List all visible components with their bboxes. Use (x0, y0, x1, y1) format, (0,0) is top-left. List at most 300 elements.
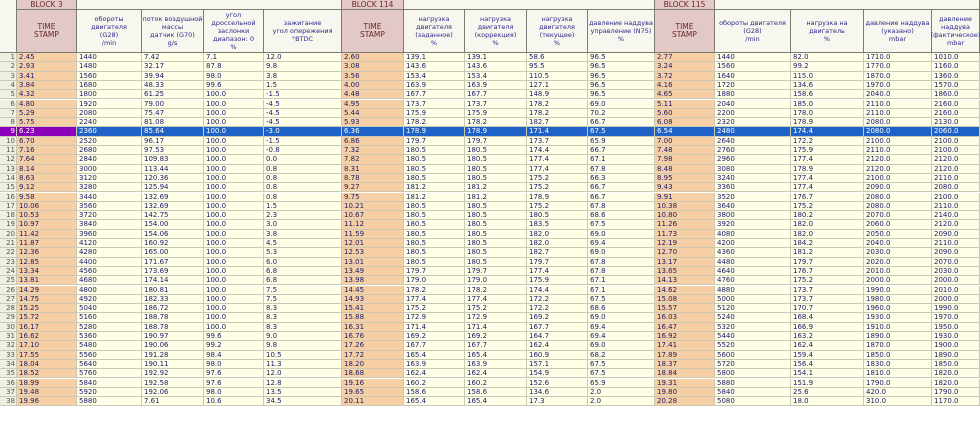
row-number[interactable]: 21 (0, 239, 17, 248)
timestamp-cell[interactable]: 13.81 (17, 276, 77, 285)
table-cell[interactable]: 134.6 (791, 81, 864, 90)
table-cell[interactable]: 175.2 (791, 202, 864, 211)
table-cell[interactable]: 3920 (715, 220, 791, 229)
table-cell[interactable]: 1720 (715, 81, 791, 90)
row-number[interactable]: 24 (0, 267, 17, 276)
column-header[interactable]: угол дроссельной заслонки диапазон: 0 % (204, 10, 264, 53)
table-cell[interactable]: 4880 (715, 286, 791, 295)
table-cell[interactable]: 2360 (77, 127, 142, 136)
timestamp-cell[interactable]: 19.80 (655, 388, 715, 397)
table-cell[interactable]: 7.42 (142, 53, 204, 62)
table-cell[interactable]: 192.92 (142, 369, 204, 378)
table-cell[interactable]: 6.8 (264, 276, 342, 285)
table-cell[interactable]: 4760 (715, 276, 791, 285)
timestamp-cell[interactable]: 3.84 (17, 81, 77, 90)
table-cell[interactable]: 3.8 (264, 230, 342, 239)
timestamp-cell[interactable]: 18.84 (655, 369, 715, 378)
table-cell[interactable]: 58.6 (527, 53, 588, 62)
table-cell[interactable]: 420.0 (864, 388, 932, 397)
table-cell[interactable]: 1850.0 (932, 360, 980, 369)
timestamp-cell[interactable]: 6.86 (342, 137, 404, 146)
table-cell[interactable]: 169.2 (527, 313, 588, 322)
row-number[interactable]: 34 (0, 360, 17, 369)
timestamp-cell[interactable]: 7.32 (342, 146, 404, 155)
table-cell[interactable]: 3520 (715, 193, 791, 202)
table-cell[interactable]: 0.8 (264, 193, 342, 202)
table-cell[interactable]: 182.0 (791, 230, 864, 239)
table-cell[interactable]: 1990.0 (932, 304, 980, 313)
table-cell[interactable]: 3440 (77, 193, 142, 202)
table-cell[interactable]: 2120.0 (864, 165, 932, 174)
timestamp-cell[interactable]: 13.17 (655, 258, 715, 267)
table-cell[interactable]: 180.5 (404, 258, 465, 267)
table-cell[interactable]: 5280 (77, 323, 142, 332)
table-cell[interactable]: 13.5 (264, 388, 342, 397)
table-cell[interactable]: 159.4 (791, 351, 864, 360)
table-cell[interactable]: 177.4 (527, 267, 588, 276)
table-cell[interactable]: 66.7 (588, 146, 655, 155)
table-cell[interactable]: 1970.0 (864, 81, 932, 90)
timestamp-cell[interactable]: 11.42 (17, 230, 77, 239)
timestamp-cell[interactable]: 15.88 (342, 313, 404, 322)
timestamp-cell[interactable]: 3.08 (342, 62, 404, 71)
table-cell[interactable]: 152.6 (527, 379, 588, 388)
table-cell[interactable]: 175.2 (465, 304, 527, 313)
table-cell[interactable]: 167.7 (404, 341, 465, 350)
timestamp-cell[interactable]: 11.12 (342, 220, 404, 229)
table-cell[interactable]: 100.0 (204, 127, 264, 136)
table-cell[interactable]: 174.4 (527, 146, 588, 155)
timestamp-cell[interactable]: 8.48 (655, 165, 715, 174)
timestamp-cell[interactable]: 12.01 (342, 239, 404, 248)
table-cell[interactable]: 5880 (77, 397, 142, 406)
timestamp-cell[interactable]: 4.95 (342, 100, 404, 109)
timestamp-cell[interactable]: 2.77 (655, 53, 715, 62)
timestamp-cell[interactable]: 9.43 (655, 183, 715, 192)
timestamp-cell[interactable]: 8.78 (342, 174, 404, 183)
table-cell[interactable]: 1990.0 (864, 286, 932, 295)
row-number[interactable]: 38 (0, 397, 17, 406)
table-cell[interactable]: 5600 (715, 351, 791, 360)
table-cell[interactable]: 2060.0 (932, 127, 980, 136)
timestamp-cell[interactable]: 4.32 (17, 90, 77, 99)
table-cell[interactable]: -3.0 (264, 127, 342, 136)
table-cell[interactable]: 139.1 (465, 53, 527, 62)
table-cell[interactable]: 100.0 (204, 193, 264, 202)
table-cell[interactable]: 5800 (715, 369, 791, 378)
table-cell[interactable]: 2120.0 (932, 165, 980, 174)
table-cell[interactable]: 158.6 (404, 388, 465, 397)
table-cell[interactable]: 0.8 (264, 174, 342, 183)
table-cell[interactable]: 162.4 (404, 369, 465, 378)
table-cell[interactable]: 98.0 (204, 72, 264, 81)
table-cell[interactable]: 5040 (77, 304, 142, 313)
row-number[interactable]: 29 (0, 313, 17, 322)
timestamp-cell[interactable]: 2.93 (17, 62, 77, 71)
table-cell[interactable]: 183.5 (527, 220, 588, 229)
table-cell[interactable]: 0.0 (264, 155, 342, 164)
timestamp-cell[interactable]: 6.36 (342, 127, 404, 136)
table-cell[interactable]: 156.4 (791, 360, 864, 369)
table-cell[interactable]: 5.3 (264, 248, 342, 257)
table-cell[interactable]: 99.2 (204, 341, 264, 350)
table-cell[interactable]: 115.0 (791, 72, 864, 81)
table-cell[interactable]: -0.8 (264, 146, 342, 155)
table-cell[interactable]: 8.3 (264, 313, 342, 322)
table-cell[interactable]: 182.7 (527, 248, 588, 257)
table-cell[interactable]: 179.7 (465, 267, 527, 276)
table-cell[interactable]: 1790.0 (932, 388, 980, 397)
table-cell[interactable]: -4.5 (264, 100, 342, 109)
table-cell[interactable]: 2520 (77, 137, 142, 146)
row-number[interactable]: 9 (0, 127, 17, 136)
table-cell[interactable]: 2000.0 (932, 276, 980, 285)
table-cell[interactable]: 179.7 (404, 267, 465, 276)
table-cell[interactable]: 97.6 (204, 379, 264, 388)
table-cell[interactable]: 188.78 (142, 313, 204, 322)
table-cell[interactable]: 2010.0 (932, 286, 980, 295)
timestamp-cell[interactable]: 18.20 (342, 360, 404, 369)
table-cell[interactable]: 2100.0 (864, 137, 932, 146)
table-cell[interactable]: 32.17 (142, 62, 204, 71)
row-number[interactable]: 32 (0, 341, 17, 350)
timestamp-cell[interactable]: 7.16 (17, 146, 77, 155)
table-cell[interactable]: 176.7 (791, 267, 864, 276)
table-cell[interactable]: 181.2 (465, 193, 527, 202)
table-cell[interactable]: 67.8 (588, 267, 655, 276)
table-cell[interactable]: 5080 (715, 397, 791, 406)
table-cell[interactable]: 3120 (77, 174, 142, 183)
table-cell[interactable]: 3960 (77, 230, 142, 239)
table-cell[interactable]: 1960.0 (864, 304, 932, 313)
table-cell[interactable]: 100.0 (204, 267, 264, 276)
table-cell[interactable]: 192.06 (142, 388, 204, 397)
table-cell[interactable]: 1900.0 (932, 341, 980, 350)
table-cell[interactable]: 178.2 (404, 286, 465, 295)
table-cell[interactable]: 184.2 (791, 239, 864, 248)
row-number[interactable]: 23 (0, 258, 17, 267)
timestamp-cell[interactable]: 3.41 (17, 72, 77, 81)
timestamp-cell[interactable]: 3.56 (342, 72, 404, 81)
table-cell[interactable]: 5840 (77, 379, 142, 388)
table-cell[interactable]: 175.9 (404, 109, 465, 118)
table-cell[interactable]: 2030.0 (932, 267, 980, 276)
table-cell[interactable]: 1950.0 (932, 323, 980, 332)
timestamp-cell[interactable]: 19.48 (17, 388, 77, 397)
table-cell[interactable]: 2760 (715, 146, 791, 155)
table-cell[interactable]: 182.0 (527, 230, 588, 239)
row-number[interactable]: 28 (0, 304, 17, 313)
table-cell[interactable]: 1160.0 (932, 62, 980, 71)
table-cell[interactable]: 172.2 (527, 295, 588, 304)
timestamp-cell[interactable]: 9.27 (342, 183, 404, 192)
table-cell[interactable]: 100.0 (204, 118, 264, 127)
timestamp-cell[interactable]: 9.12 (17, 183, 77, 192)
table-cell[interactable]: 3.8 (264, 72, 342, 81)
table-cell[interactable]: 2100.0 (932, 193, 980, 202)
timestamp-cell[interactable]: 19.31 (655, 379, 715, 388)
table-cell[interactable]: 3080 (715, 165, 791, 174)
table-cell[interactable]: 2010.0 (864, 267, 932, 276)
table-cell[interactable]: 2160.0 (932, 100, 980, 109)
row-number[interactable]: 13 (0, 165, 17, 174)
timestamp-header[interactable]: TIME STAMP (655, 10, 715, 53)
table-cell[interactable]: 7.5 (264, 286, 342, 295)
row-number[interactable]: 3 (0, 72, 17, 81)
row-number[interactable]: 33 (0, 351, 17, 360)
table-cell[interactable]: 1.5 (264, 202, 342, 211)
table-cell[interactable]: 185.0 (791, 100, 864, 109)
table-cell[interactable]: 96.5 (588, 62, 655, 71)
table-cell[interactable]: 151.9 (791, 379, 864, 388)
table-cell[interactable]: 163.9 (404, 360, 465, 369)
timestamp-cell[interactable]: 5.44 (342, 109, 404, 118)
timestamp-cell[interactable]: 16.92 (655, 332, 715, 341)
table-cell[interactable]: 178.2 (527, 100, 588, 109)
table-cell[interactable]: 7.1 (204, 53, 264, 62)
table-cell[interactable]: 1640 (715, 72, 791, 81)
timestamp-cell[interactable]: 6.08 (655, 118, 715, 127)
table-cell[interactable]: 310.0 (864, 397, 932, 406)
row-number[interactable]: 27 (0, 295, 17, 304)
table-cell[interactable]: 69.4 (588, 323, 655, 332)
table-cell[interactable]: 2120.0 (864, 155, 932, 164)
timestamp-cell[interactable]: 19.96 (17, 397, 77, 406)
table-cell[interactable]: 109.83 (142, 155, 204, 164)
table-cell[interactable]: -1.5 (264, 90, 342, 99)
table-cell[interactable]: 100.0 (204, 239, 264, 248)
table-cell[interactable]: 68.6 (588, 211, 655, 220)
table-cell[interactable]: 100.0 (204, 165, 264, 174)
timestamp-cell[interactable]: 10.97 (17, 220, 77, 229)
table-cell[interactable]: 2110.0 (932, 174, 980, 183)
timestamp-cell[interactable]: 17.41 (655, 341, 715, 350)
row-number[interactable]: 19 (0, 220, 17, 229)
table-cell[interactable]: 7.5 (264, 295, 342, 304)
column-header[interactable]: нагрузка двигателя (текущее) % (527, 10, 588, 53)
table-cell[interactable]: 99.6 (204, 332, 264, 341)
row-number[interactable]: 25 (0, 276, 17, 285)
table-cell[interactable]: 100.0 (204, 230, 264, 239)
timestamp-cell[interactable]: 15.08 (655, 295, 715, 304)
timestamp-cell[interactable]: 19.65 (342, 388, 404, 397)
table-cell[interactable]: 5480 (77, 341, 142, 350)
timestamp-cell[interactable]: 7.64 (17, 155, 77, 164)
table-cell[interactable]: 167.7 (465, 341, 527, 350)
row-number[interactable]: 37 (0, 388, 17, 397)
timestamp-header[interactable]: TIME STAMP (342, 10, 404, 53)
table-cell[interactable]: 1910.0 (864, 323, 932, 332)
table-cell[interactable]: 67.8 (588, 202, 655, 211)
table-cell[interactable]: 1830.0 (864, 360, 932, 369)
table-cell[interactable]: 100.0 (204, 276, 264, 285)
table-cell[interactable]: 2020.0 (864, 258, 932, 267)
table-cell[interactable]: 1870.0 (864, 341, 932, 350)
table-cell[interactable]: 3.0 (264, 220, 342, 229)
row-number[interactable]: 15 (0, 183, 17, 192)
table-cell[interactable]: 160.92 (142, 239, 204, 248)
table-cell[interactable]: 100.0 (204, 258, 264, 267)
timestamp-cell[interactable]: 7.00 (655, 137, 715, 146)
table-cell[interactable]: 134.6 (527, 388, 588, 397)
table-cell[interactable]: 177.4 (527, 155, 588, 164)
timestamp-cell[interactable]: 8.14 (17, 165, 77, 174)
table-cell[interactable]: 4120 (77, 239, 142, 248)
table-cell[interactable]: 2000.0 (864, 276, 932, 285)
table-cell[interactable]: 154.00 (142, 220, 204, 229)
table-cell[interactable]: 2080.0 (864, 202, 932, 211)
table-cell[interactable]: 2960 (715, 155, 791, 164)
table-cell[interactable]: 12.8 (264, 379, 342, 388)
table-cell[interactable]: 179.7 (404, 137, 465, 146)
timestamp-cell[interactable]: 12.70 (655, 248, 715, 257)
table-cell[interactable]: 100.0 (204, 286, 264, 295)
table-cell[interactable]: 1970.0 (932, 313, 980, 322)
column-header[interactable]: давление наддува (указано) mbar (864, 10, 932, 53)
timestamp-cell[interactable]: 7.98 (655, 155, 715, 164)
table-cell[interactable]: 96.5 (588, 81, 655, 90)
table-cell[interactable]: 1010.0 (932, 53, 980, 62)
timestamp-cell[interactable]: 15.72 (17, 313, 77, 322)
table-cell[interactable]: 180.5 (465, 230, 527, 239)
table-cell[interactable]: -4.5 (264, 118, 342, 127)
table-cell[interactable]: 1860.0 (932, 90, 980, 99)
row-number[interactable]: 12 (0, 155, 17, 164)
table-cell[interactable]: 167.7 (465, 90, 527, 99)
table-cell[interactable]: 180.5 (404, 155, 465, 164)
table-cell[interactable]: 2640 (715, 137, 791, 146)
timestamp-cell[interactable]: 15.57 (655, 304, 715, 313)
table-cell[interactable]: 5880 (715, 379, 791, 388)
table-cell[interactable]: 180.5 (404, 146, 465, 155)
table-cell[interactable]: 174.4 (527, 286, 588, 295)
table-cell[interactable]: 174.4 (791, 127, 864, 136)
table-cell[interactable]: 5520 (715, 341, 791, 350)
table-cell[interactable]: 164.7 (527, 332, 588, 341)
table-cell[interactable]: 9.8 (264, 62, 342, 71)
table-cell[interactable]: 180.5 (465, 220, 527, 229)
timestamp-cell[interactable]: 6.23 (17, 127, 77, 136)
table-cell[interactable]: 2110.0 (932, 239, 980, 248)
table-cell[interactable]: 5240 (715, 313, 791, 322)
timestamp-cell[interactable]: 10.80 (655, 211, 715, 220)
table-cell[interactable]: 113.44 (142, 165, 204, 174)
table-cell[interactable]: 4480 (715, 258, 791, 267)
table-cell[interactable]: 2110.0 (864, 146, 932, 155)
table-cell[interactable]: 179.0 (404, 276, 465, 285)
table-cell[interactable]: 175.2 (527, 174, 588, 183)
row-number[interactable]: 17 (0, 202, 17, 211)
table-cell[interactable]: 18.0 (791, 397, 864, 406)
table-cell[interactable]: 190.97 (142, 332, 204, 341)
table-cell[interactable]: 172.2 (527, 304, 588, 313)
timestamp-cell[interactable]: 18.68 (342, 369, 404, 378)
timestamp-cell[interactable]: 20.28 (655, 397, 715, 406)
table-cell[interactable]: 1710.0 (864, 53, 932, 62)
table-cell[interactable]: 1440 (715, 53, 791, 62)
timestamp-cell[interactable]: 17.89 (655, 351, 715, 360)
row-number[interactable]: 31 (0, 332, 17, 341)
table-cell[interactable]: 173.7 (791, 295, 864, 304)
table-cell[interactable]: 177.4 (404, 295, 465, 304)
column-header[interactable]: нагрузка двигателя (заданное) % (404, 10, 465, 53)
table-cell[interactable]: 82.0 (791, 53, 864, 62)
table-cell[interactable]: 163.9 (465, 360, 527, 369)
table-cell[interactable]: 69.0 (588, 341, 655, 350)
row-number[interactable]: 26 (0, 286, 17, 295)
timestamp-cell[interactable]: 12.36 (17, 248, 77, 257)
table-cell[interactable]: 175.2 (404, 304, 465, 313)
timestamp-cell[interactable]: 11.26 (655, 220, 715, 229)
table-cell[interactable]: 68.2 (588, 351, 655, 360)
timestamp-cell[interactable]: 16.62 (17, 332, 77, 341)
timestamp-cell[interactable]: 8.63 (17, 174, 77, 183)
table-cell[interactable]: 1570.0 (932, 81, 980, 90)
table-cell[interactable]: 175.9 (527, 276, 588, 285)
table-cell[interactable]: 67.5 (588, 295, 655, 304)
table-cell[interactable]: 5760 (77, 369, 142, 378)
table-cell[interactable]: 180.5 (404, 220, 465, 229)
table-cell[interactable]: 5000 (715, 295, 791, 304)
table-cell[interactable]: 85.64 (142, 127, 204, 136)
table-cell[interactable]: 100.0 (204, 109, 264, 118)
table-cell[interactable]: 12.0 (264, 369, 342, 378)
table-cell[interactable]: 5840 (715, 388, 791, 397)
table-cell[interactable]: 165.4 (465, 397, 527, 406)
table-cell[interactable]: 100.0 (204, 295, 264, 304)
row-number[interactable]: 18 (0, 211, 17, 220)
table-cell[interactable]: 100.0 (204, 323, 264, 332)
table-cell[interactable]: 154.1 (791, 369, 864, 378)
timestamp-cell[interactable]: 14.13 (655, 276, 715, 285)
row-number[interactable]: 20 (0, 230, 17, 239)
table-cell[interactable]: 68.6 (588, 304, 655, 313)
table-cell[interactable]: 167.7 (404, 90, 465, 99)
timestamp-cell[interactable]: 14.62 (655, 286, 715, 295)
table-cell[interactable]: 67.8 (588, 258, 655, 267)
table-cell[interactable]: 180.5 (404, 239, 465, 248)
table-cell[interactable]: 2110.0 (864, 100, 932, 109)
timestamp-cell[interactable]: 13.49 (342, 267, 404, 276)
table-cell[interactable]: 182.0 (791, 220, 864, 229)
table-cell[interactable]: 175.2 (791, 276, 864, 285)
timestamp-cell[interactable]: 4.65 (655, 90, 715, 99)
table-cell[interactable]: 158.6 (465, 388, 527, 397)
table-cell[interactable]: 4.5 (264, 239, 342, 248)
timestamp-cell[interactable]: 5.60 (655, 109, 715, 118)
timestamp-cell[interactable]: 2.45 (17, 53, 77, 62)
table-cell[interactable]: 96.5 (588, 90, 655, 99)
table-cell[interactable]: 2090.0 (932, 230, 980, 239)
table-cell[interactable]: 1440 (77, 53, 142, 62)
table-cell[interactable]: 3000 (77, 165, 142, 174)
table-cell[interactable]: 180.5 (404, 174, 465, 183)
table-cell[interactable]: 178.0 (791, 109, 864, 118)
timestamp-cell[interactable]: 10.38 (655, 202, 715, 211)
table-cell[interactable]: 9.8 (264, 341, 342, 350)
table-cell[interactable]: 5560 (77, 351, 142, 360)
timestamp-header[interactable]: TIME STAMP (17, 10, 77, 53)
timestamp-cell[interactable]: 12.85 (17, 258, 77, 267)
table-cell[interactable]: 1790.0 (864, 379, 932, 388)
timestamp-cell[interactable]: 20.11 (342, 397, 404, 406)
table-cell[interactable]: 180.2 (791, 211, 864, 220)
table-cell[interactable]: 178.9 (791, 118, 864, 127)
table-cell[interactable]: 5160 (77, 313, 142, 322)
table-cell[interactable]: 97.6 (204, 369, 264, 378)
table-cell[interactable]: 165.4 (465, 351, 527, 360)
timestamp-cell[interactable]: 4.80 (17, 100, 77, 109)
